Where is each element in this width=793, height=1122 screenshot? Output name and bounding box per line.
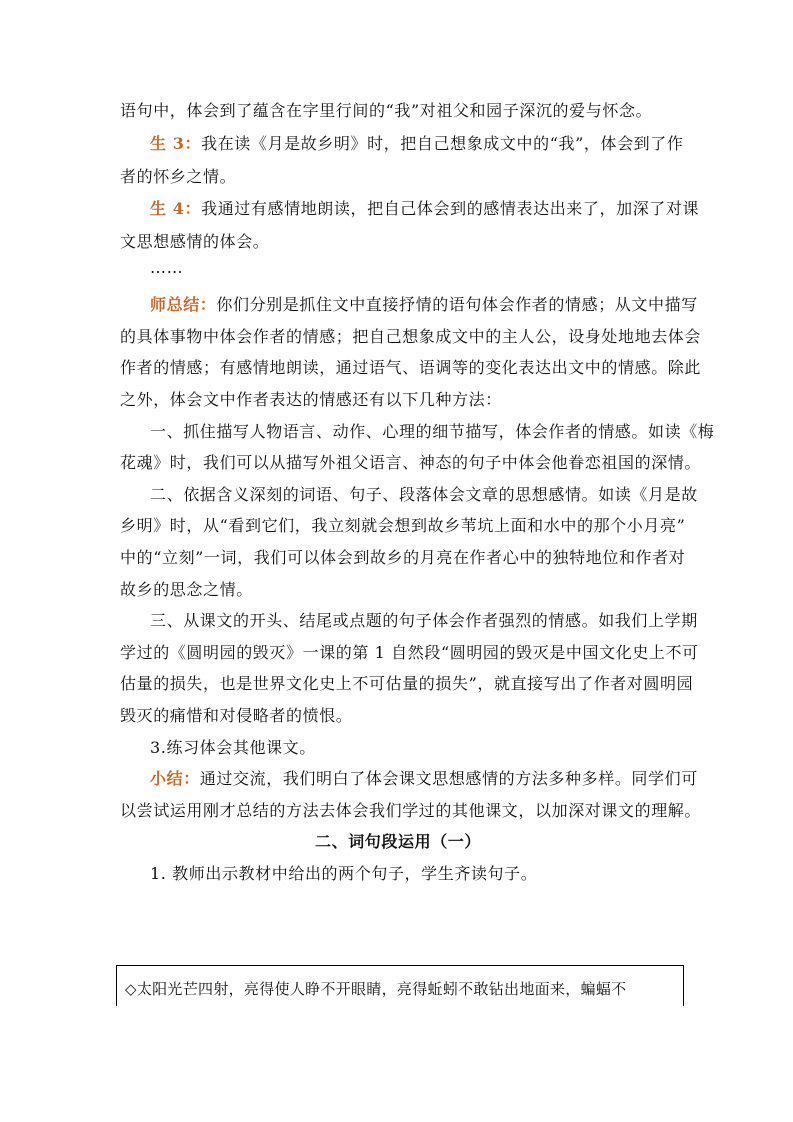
- paragraph-line: 生 4：我通过有感情地朗读，把自己体会到的感情表达出来了，加深了对课: [150, 199, 700, 218]
- paragraph-line: 估量的损失，也是世界文化史上不可估量的损失”，就直接写出了作者对圆明园: [120, 674, 694, 693]
- example-sentence: ◇太阳光芒四射，亮得使人睁不开眼睛，亮得蚯蚓不敢钻出地面来，蝙蝠不: [125, 980, 627, 998]
- paragraph-line: 3.练习体会其他课文。: [150, 738, 316, 757]
- paragraph-line: 学过的《圆明园的毁灭》一课的第 1 自然段“圆明园的毁灭是中国文化史上不可: [120, 643, 699, 662]
- paragraph-line: 花魂》时，我们可以从描写外祖父语言、神态的句子中体会他眷恋祖国的深情。: [120, 453, 702, 472]
- speaker-label: 生 3：: [150, 134, 202, 153]
- paragraph-line: 作者的情感；有感情地朗读，通过语气、语调等的变化表达出文中的情感。除此: [120, 358, 702, 377]
- paragraph-line: 生 3：我在读《月是故乡明》时，把自己想象成文中的“我”，体会到了作: [150, 134, 684, 153]
- paragraph-line: 小结：通过交流，我们明白了体会课文思想感情的方法多种多样。同学们可: [150, 769, 698, 788]
- paragraph-line: 二、依据含义深刻的词语、句子、段落体会文章的思想感情。如读《月是故: [150, 485, 698, 504]
- paragraph-line: 的具体事物中体会作者的情感；把自己想象成文中的主人公，设身处地地去体会: [120, 327, 702, 346]
- paragraph-line: 语句中，体会到了蕴含在字里行间的“我”对祖父和园子深沉的爱与怀念。: [120, 101, 653, 120]
- paragraph-line: 一、抓住描写人物语言、动作、心理的细节描写，体会作者的情感。如读《梅: [150, 422, 715, 441]
- ellipsis: ……: [150, 258, 184, 277]
- paragraph-line: 以尝试运用刚才总结的方法去体会我们学过的其他课文，以加深对课文的理解。: [120, 801, 702, 820]
- paragraph-line: 故乡的思念之情。: [120, 580, 253, 599]
- paragraph-line: 1. 教师出示教材中给出的两个句子，学生齐读句子。: [150, 864, 538, 883]
- speaker-label: 师总结：: [150, 295, 217, 314]
- paragraph-line: 师总结：你们分别是抓住文中直接抒情的语句体会作者的情感；从文中描写: [150, 295, 698, 314]
- paragraph-line: 中的“立刻”一词，我们可以体会到故乡的月亮在作者心中的独特地位和作者对: [120, 548, 686, 567]
- paragraph-line: 文思想感情的体会。: [120, 232, 270, 251]
- section-heading: 二、词句段运用（一）: [315, 832, 482, 851]
- paragraph-line: 者的怀乡之情。: [120, 167, 237, 186]
- paragraph-line: 之外，体会文中作者表达的情感还有以下几种方法：: [120, 390, 502, 409]
- speaker-label: 小结：: [150, 769, 200, 788]
- example-sentence-box: [116, 965, 684, 1006]
- paragraph-line: 乡明》时，从“看到它们，我立刻就会想到故乡苇坑上面和水中的那个小月亮”: [120, 516, 686, 535]
- paragraph-line: 毁灭的痛惜和对侵略者的愤恨。: [120, 706, 353, 725]
- speaker-label: 生 4：: [150, 199, 202, 218]
- paragraph-line: 三、从课文的开头、结尾或点题的句子体会作者强烈的情感。如我们上学期: [150, 611, 698, 630]
